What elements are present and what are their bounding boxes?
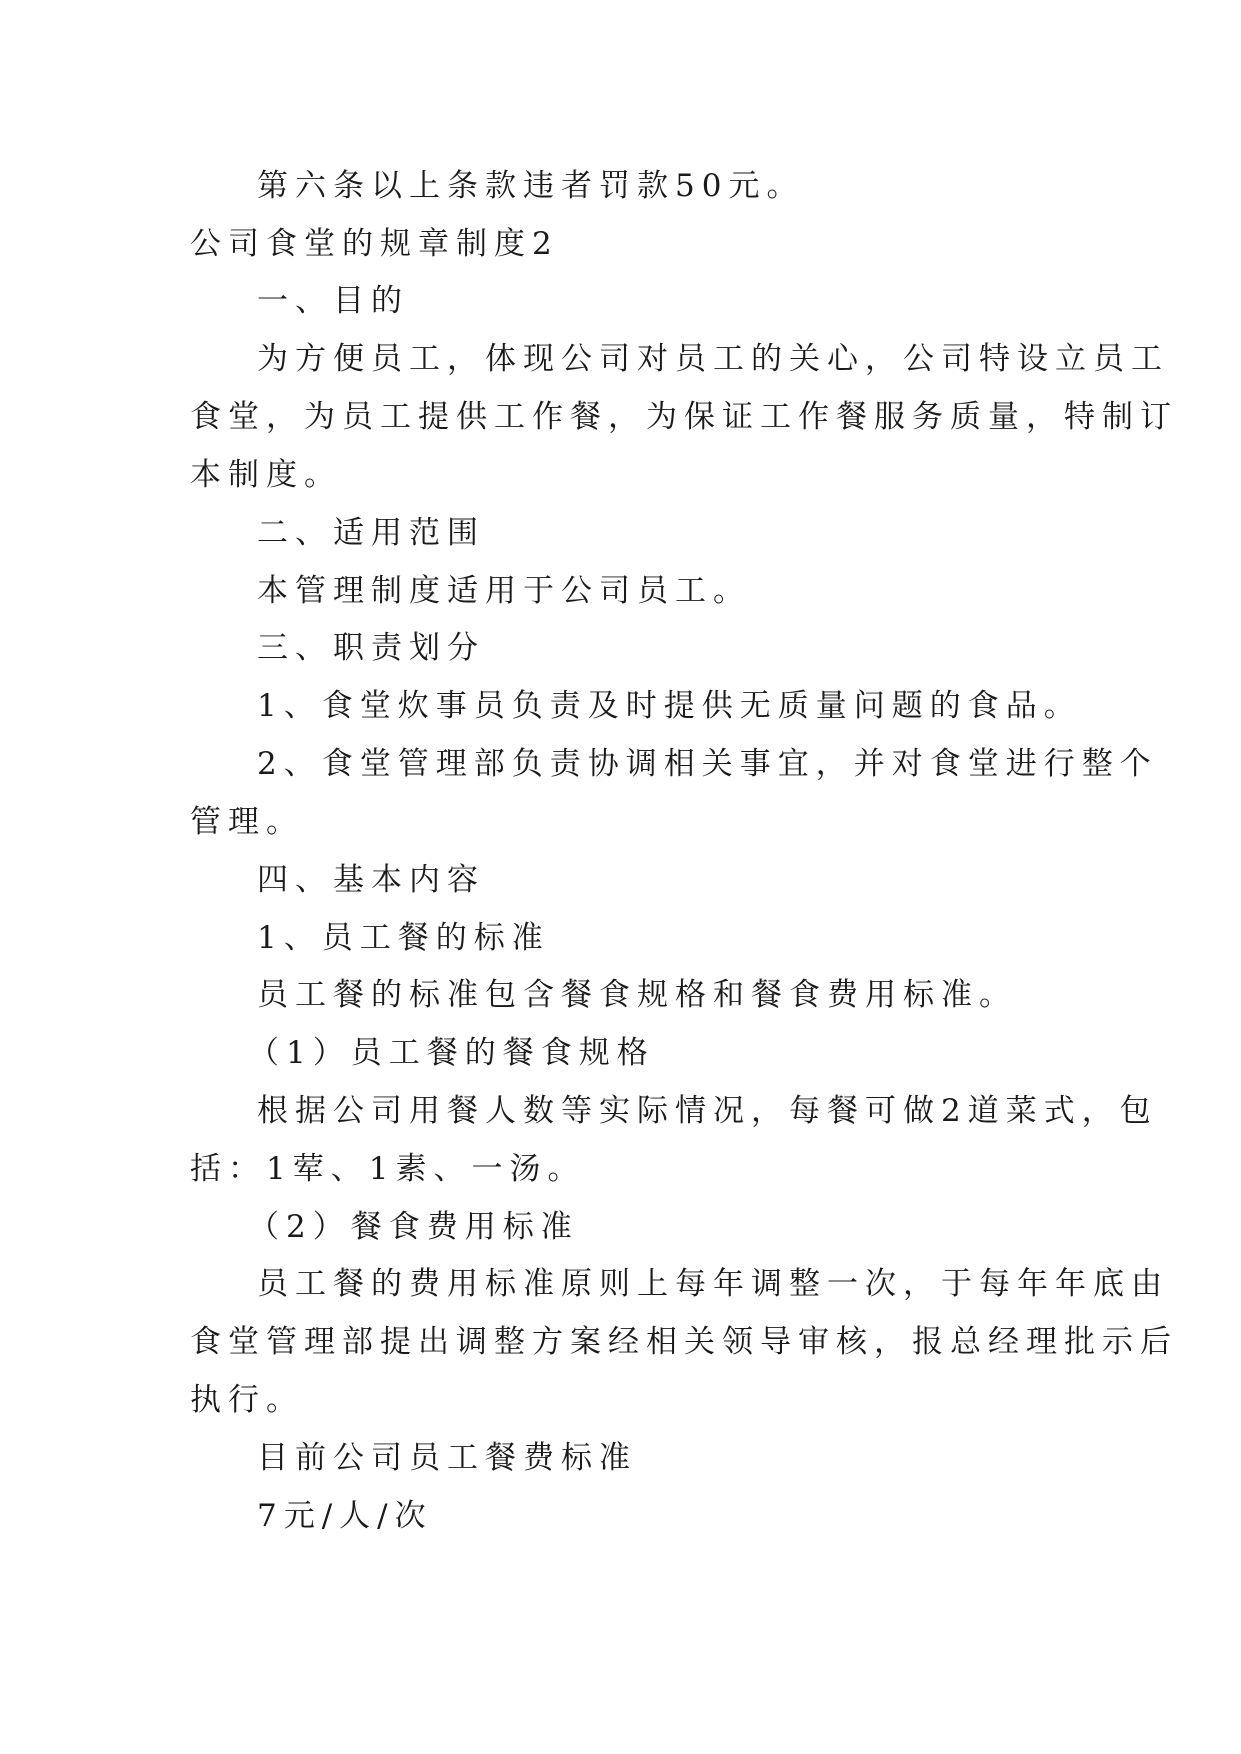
meal-spec-text-line-1: 根据公司用餐人数等实际情况，每餐可做2道菜式，包	[257, 1093, 1158, 1129]
current-standard-value: 7元/人/次	[257, 1498, 433, 1534]
subheading-meal-spec: （1）员工餐的餐食规格	[248, 1035, 655, 1071]
subheading-meal-cost: （2）餐食费用标准	[248, 1209, 579, 1245]
responsibility-item-1: 1、食堂炊事员负责及时提供无质量问题的食品。	[257, 688, 1082, 724]
subheading-meal-standard: 1、员工餐的标准	[257, 920, 550, 956]
responsibility-item-2-line-1: 2、食堂管理部负责协调相关事宜，并对食堂进行整个	[257, 746, 1158, 782]
article-six-line: 第六条以上条款违者罚款50元。	[257, 168, 805, 204]
heading-purpose: 一、目的	[257, 283, 409, 319]
meal-cost-text-line-3: 执行。	[190, 1382, 304, 1418]
meal-spec-text-line-2: 括：1荤、1素、一汤。	[190, 1151, 586, 1187]
heading-scope: 二、适用范围	[257, 515, 485, 551]
meal-cost-text-line-1: 员工餐的费用标准原则上每年调整一次，于每年年底由	[257, 1266, 1169, 1302]
purpose-text-line-1: 为方便员工，体现公司对员工的关心，公司特设立员工	[257, 341, 1169, 377]
heading-basic-content: 四、基本内容	[257, 862, 485, 898]
section-title: 公司食堂的规章制度2	[190, 226, 559, 262]
purpose-text-line-2: 食堂，为员工提供工作餐，为保证工作餐服务质量，特制订	[190, 399, 1178, 435]
current-standard-label: 目前公司员工餐费标准	[257, 1440, 637, 1476]
heading-responsibilities: 三、职责划分	[257, 630, 485, 666]
meal-cost-text-line-2: 食堂管理部提出调整方案经相关领导审核，报总经理批示后	[190, 1324, 1178, 1360]
purpose-text-line-3: 本制度。	[190, 457, 342, 493]
scope-text: 本管理制度适用于公司员工。	[257, 573, 751, 609]
meal-standard-text: 员工餐的标准包含餐食规格和餐食费用标准。	[257, 977, 1017, 1013]
responsibility-item-2-line-2: 管理。	[190, 804, 304, 840]
